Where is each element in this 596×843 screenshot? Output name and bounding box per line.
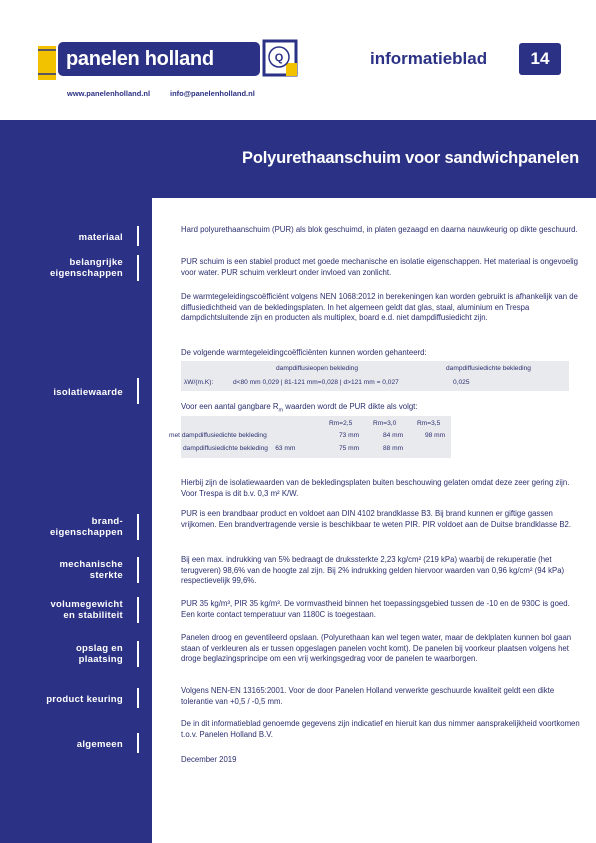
keuring-text: Volgens NEN-EN 13165:2001. Voor de door Panelen Holland verwerkte geschuurde kwaliteit geldt een dikte tolerantie van +0,5 / -0,5 mm. (181, 686, 555, 706)
table-row-label: met dampdiffusiedichte bekleding (169, 432, 267, 439)
table-cell: 75 mm (339, 445, 360, 452)
label-marker (137, 226, 139, 246)
label-opslag-2: plaatsing (78, 654, 123, 665)
label-marker (137, 733, 139, 753)
table-header: Rm=3,0 (373, 420, 397, 427)
isolatie-note: Hierbij zijn de isolatiewaarden van de bekledingsplaten buiten beschouwing gelaten omdat deze zeer gering zijn. Voor Trespa is dit b.v. 0,3 m² K/W. (181, 478, 570, 498)
table-cell: 88 mm (383, 445, 404, 452)
label-marker (137, 557, 139, 583)
label-opslag-1: opslag en (75, 643, 123, 654)
table-header: dampdiffusiedichte bekleding (446, 365, 531, 372)
table-header: Rm=2,5 (329, 420, 353, 427)
materiaal-text: Hard polyurethaanschuim (PUR) als blok geschuimd, in platen gezaagd en daarna nauwkeurig op dikte geschuurd. (181, 225, 578, 234)
label-mechanisch-2: sterkte (89, 570, 123, 581)
label-eigenschappen-2: eigenschappen (49, 268, 123, 279)
table-header: Rm=3,5 (417, 420, 441, 427)
label-keuring: product keuring (46, 694, 123, 705)
label-marker (137, 641, 139, 667)
thickness-table (169, 416, 451, 458)
email-link[interactable]: info@panelenholland.nl (170, 89, 255, 98)
mechanisch-text: Bij een max. indrukking van 5% bedraagt de drukssterkte 2,23 kg/cm² (219 kPa) waarbij de rekuperatie (het terugveren) 98,6% van de hoogte zal zijn. Bij 2% indrukking gelden hiervoor waarden van 0,96 kg/cm² (94 kPa) respectievelijk 99,6%. (181, 555, 565, 585)
website-link[interactable]: www.panelenholland.nl (67, 89, 151, 98)
doc-type: informatieblad (370, 49, 488, 68)
page-title: Polyurethaanschuim voor sandwichpanelen (242, 149, 579, 167)
logo-stripe-icon (38, 46, 56, 80)
label-marker (137, 378, 139, 404)
page-header (0, 0, 596, 120)
table-cell: 84 mm (383, 432, 404, 439)
label-brand-1: brand- (91, 516, 123, 527)
label-mechanisch-1: mechanische (59, 559, 123, 570)
opslag-text: Panelen droog en geventileerd opslaan. (Polyurethaan kan wel tegen water, maar de deklplaten kunnen bol gaan staan of verkleuren als er tussen opgeslagen panelen vocht komt). De panelen bij voorkeur plaatsen volgens het droge beglazingsprincipe om een vrij werkingsgedrag voor de panelen te waarborgen. (181, 633, 572, 663)
label-marker (137, 255, 139, 281)
table-cell: d<80 mm 0,029 | 81-121 mm=0,028 | d>121 mm = 0,027 (233, 379, 399, 386)
label-volume-2: en stabiliteit (63, 610, 123, 621)
date: December 2019 (181, 755, 237, 764)
table-cell: 0,025 (453, 379, 470, 386)
logo: panelen holland (58, 42, 260, 76)
doc-number: 14 (519, 43, 561, 75)
table-header: dampdiffusieopen bekleding (276, 365, 358, 372)
label-marker (137, 688, 139, 708)
label-marker (137, 514, 139, 540)
table-cell: 73 mm (339, 432, 360, 439)
table1-title: De volgende warmtegeleidingcoëfficiënten kunnen worden gehanteerd: (181, 348, 427, 357)
label-materiaal: materiaal (78, 232, 123, 243)
label-eigenschappen-1: belangrijke (69, 257, 123, 268)
table-cell: λW/(m.K): (184, 379, 214, 386)
algemeen-text: De in dit informatieblad genoemde gegevens zijn indicatief en hieruit kan dus nimmer aansprakelijkheid voortkomen t.o.v. Panelen Holland B.V. (181, 719, 580, 739)
label-marker (137, 597, 139, 623)
label-algemeen: algemeen (76, 739, 123, 750)
lambda-table (181, 361, 569, 391)
isolatie-text: De warmtegeleidingscoëfficiënt volgens NEN 1068:2012 in berekeningen kan worden gebruikt is afhankelijk van de diffusiedichtheid van de bekledingsplaten. In het algemeen geldt dat glas, staal, aluminium en Trespa dampdichtsluitende zijn en producten als multiplex, board e.d. niet dampdiffusiedicht zijn. (181, 292, 578, 322)
quality-seal-icon (262, 39, 298, 77)
label-volume-1: volumegewicht (50, 599, 123, 610)
eigenschappen-text: PUR schuim is een stabiel product met goede mechanische en isolatie eigenschappen. Het materiaal is ongevoelig voor water. PUR schuim verkleurt onder invloed van zonlicht. (181, 257, 579, 277)
svg-text:Q: Q (274, 52, 284, 64)
brand-text: PUR is een brandbaar product en voldoet aan DIN 4102 brandklasse B3. Bij brand kunnen er giftige gassen vrijkomen. Een brandvertragende versie is beschikbaar te weten PIR. PIR voldoet aan de Duitse brandklasse B2. (181, 509, 572, 529)
table-cell: 98 mm (425, 432, 446, 439)
label-brand-2: eigenschappen (49, 527, 123, 538)
label-isolatiewaarde: isolatiewaarde (53, 387, 123, 398)
table2-title: Voor een aantal gangbare $R_m$ waarden wordt de PUR dikte als volgt: (181, 402, 418, 414)
table-row-label: dampdiffusiedichte bekleding 63 mm (183, 445, 296, 452)
volume-text: PUR 35 kg/m³, PIR 35 kg/m³. De vormvastheid binnen het toepassingsgebied tussen de -10 en de 930C is goed. Een korte contact temperatuur van 1180C is toegestaan. (181, 599, 570, 619)
